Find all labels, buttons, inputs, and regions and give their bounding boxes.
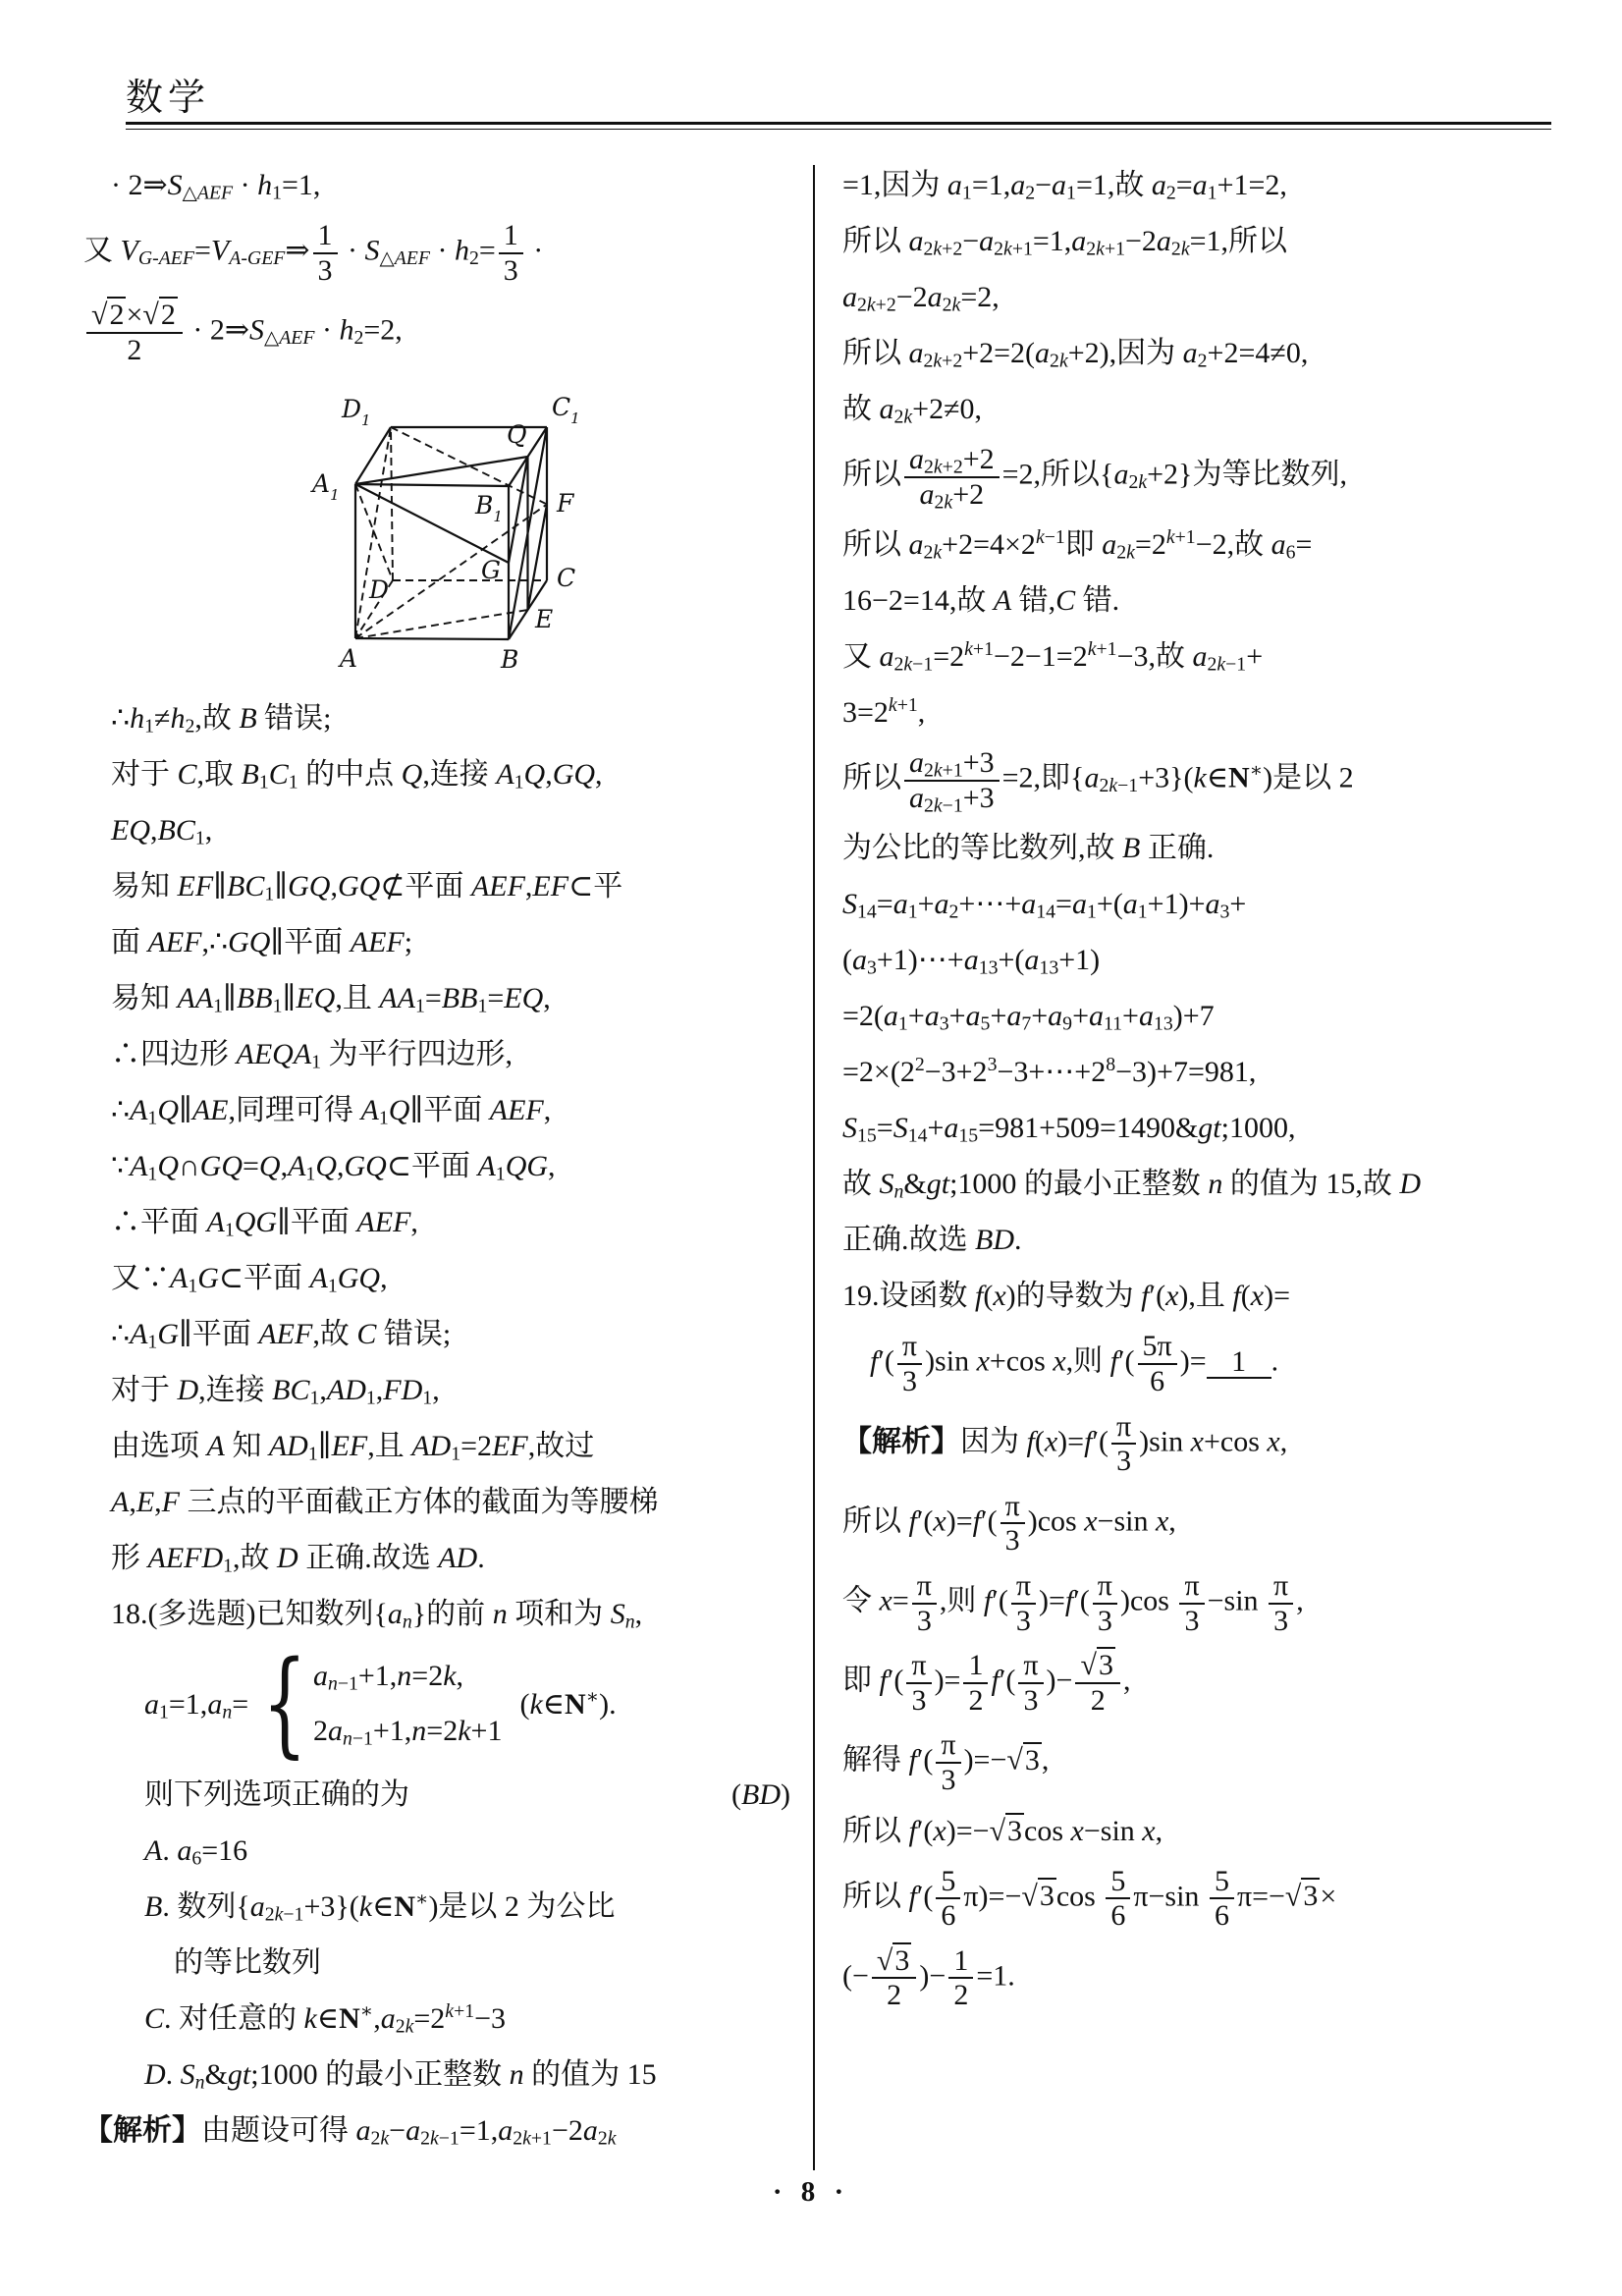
- text-line: 形 $AEFD_1$,故 D 正确.故选 AD.: [111, 1542, 485, 1577]
- text-line: 【解析】因为 f(x)=f′( $\frac{\pi}{3}$ )sin x+cos x,: [842, 1409, 1288, 1478]
- text-line: (− $\frac{√3}{2}$ )− $\frac{1}{2}$ =1.: [842, 1943, 1015, 2012]
- text-line: 解得 f′( $\frac{\pi}{3}$ )=−√3,: [842, 1728, 1050, 1796]
- text-line: 所以 f′(x)=f′( $\frac{\pi}{3}$ )cos x−sin x,: [842, 1489, 1176, 1558]
- text-line: 19.设函数 f(x)的导数为 f′(x),且 f(x)=: [842, 1280, 1290, 1313]
- text-line: 所以 $a_{2k+2}-a_{2k+1}=1,a_{2k+1}-2a_{2k}=1$,所以: [842, 225, 1288, 260]
- text-line: $3=2^{k+1}$,: [842, 694, 926, 730]
- text-line: 所以 f′(x)=−√3cos x−sin x,: [842, 1814, 1163, 1847]
- sequence-cases-formula: [144, 1637, 802, 1771]
- cases-pre: $a_1=1,a_n=$: [144, 1687, 249, 1723]
- left-column: [83, 157, 802, 2159]
- vertex-label-A1: $A_1$: [312, 469, 340, 505]
- text-line: D. $S_n\&gt;1000$ 的最小正整数 n 的值为 15: [144, 2057, 657, 2093]
- text-line: A,E,F 三点的平面截正方体的截面为等腰梯: [111, 1486, 659, 1519]
- text-line: f′( $\frac{\pi}{3}$ )sin x+cos x,则 f′( $\frac{5\pi}{6}$ )= 1 .: [870, 1330, 1279, 1397]
- text-line: B. 数列$\{a_{2k-1}+3\}(k\in N^∗)$是以 2 为公比: [144, 1887, 616, 1925]
- text-line: $\therefore h_1\ne h_2$,故 B 错误;: [111, 702, 332, 738]
- text-line: 所以 $\frac{a_{2k+2}+2}{a_{2k}+2}$ =2,所以$\{a_{2k}+2\}$为等比数列,: [842, 443, 1347, 513]
- text-line: 故 $S_n\&gt;1000$ 的最小正整数 n 的值为 15,故 D: [842, 1168, 1422, 1203]
- text-line: 对于 D,连接 $BC_1,AD_1,FD_1$,: [111, 1374, 440, 1409]
- text-line: C. 对任意的 $k\in N^∗,a_{2k}=2^{k+1}-3$: [144, 1999, 507, 2037]
- text-line: $a_{2k+2}-2a_{2k}=2$,: [842, 281, 1000, 316]
- text-line: 又 $V_{G-AEF}=V_{A-GEF}\Rightarrow$ $\frac{1}{3}$ · $S_{\triangle AEF} \cdot h_2=$ $\frac{1}{3}$ ·: [83, 219, 544, 287]
- text-line: =1,因为 $a_1=1,a_2-a_1=1$,故 $a_2=a_1+1=2$,: [842, 169, 1287, 204]
- text-line: 所以 $a_{2k}+2=4\times 2^{k-1}$即 $a_{2k}=2^{k+1}-2$,故 $a_6=$: [842, 526, 1313, 564]
- text-line: $\frac{√2\times√2}{2}$ · $2\Rightarrow S_{\triangle AEF} \cdot h_2=2$,: [83, 293, 802, 372]
- text-line: $S_{14}=a_1+a_2+\cdots+a_{14}=a_1+(a_1+1)+a_3+$: [842, 888, 1247, 923]
- page-title: 数学: [126, 78, 211, 119]
- text-line: 所以 f′( $\frac{5}{6}$ π)=−√3cos $\frac{5}{6}$ π−sin $\frac{5}{6}$ π=−√3×: [842, 1864, 1337, 1933]
- cases-rows: $a_{n-1}+1,n=2k$, $2a_{n-1}+1,n=2k+1$: [312, 1660, 503, 1750]
- vertex-label-F: F: [557, 489, 574, 519]
- text-line: 18.(多选题)已知数列$\{a_n\}$的前 n 项和为 $S_n$,: [111, 1598, 643, 1633]
- vertex-label-B1: $B_1$: [475, 491, 503, 526]
- text-line: 【解析】由题设可得 $a_{2k}-a_{2k-1}=1,a_{2k+1}-2a_{2k}$: [83, 2113, 617, 2149]
- vertex-label-A: A: [340, 644, 358, 674]
- page-number: · 8 ·: [772, 2176, 850, 2208]
- text-line: · $2\Rightarrow S_{\triangle AEF} \cdot h_1=1$,: [111, 169, 321, 204]
- vertex-label-C: C: [557, 564, 576, 593]
- text-line: 故 $a_{2k}+2\ne 0$,: [842, 393, 983, 428]
- text-line: $EQ,BC_1$,: [111, 814, 213, 849]
- vertex-label-E: E: [535, 605, 554, 634]
- vertex-label-D: D: [369, 575, 390, 605]
- text-line: $=2\times(2^2-3+2^3-3+\cdots+2^8-3)+7=981$,: [842, 1054, 1257, 1089]
- vertex-label-C1: $C_1$: [552, 393, 580, 428]
- text-line: $\therefore A_1G\parallel$平面 AEF,故 C 错误;: [111, 1318, 452, 1353]
- column-divider: [813, 165, 815, 2170]
- text-line: $S_{15}=S_{14}+a_{15}=981+509=1490\&gt;1000$,: [842, 1112, 1296, 1147]
- text-line: 又$\because A_1G\subset$平面 $A_1GQ$,: [111, 1262, 388, 1297]
- right-column-lines: [842, 157, 1555, 2018]
- cube-solid-edges: [355, 427, 547, 639]
- text-line: 又 $a_{2k-1}=2^{k+1}-2-1=2^{k+1}-3$,故 $a_{2k-1}+$: [842, 638, 1264, 676]
- text-line: 16−2=14,故 A 错,C 错.: [842, 584, 1120, 618]
- options-prompt-line: [144, 1767, 802, 1823]
- text-line: $\because A_1Q\cap GQ=Q,A_1Q,GQ\subset$平面 $A_1QG$,: [111, 1150, 556, 1185]
- text-line: A. $a_6=16$: [144, 1833, 248, 1869]
- text-line: 对于 C,取 $B_1C_1$ 的中点 Q,连接 $A_1Q,GQ$,: [111, 758, 603, 793]
- vertex-label-Q: Q: [507, 420, 527, 450]
- text-line: 的等比数列: [174, 1945, 321, 1979]
- text-line: 所以 $\frac{a_{2k+1}+3}{a_{2k-1}+3}$ =2,即$\{a_{2k-1}+3\}(k\in N^∗)$是以 2: [842, 746, 1354, 817]
- header-rule: [126, 122, 1551, 130]
- text-line: 面 AEF,∴GQ∥平面 AEF;: [111, 926, 413, 959]
- text-line: 易知 $EF\parallel BC_1\parallel GQ,GQ⊄$平面 AEF,EF⊂平: [111, 870, 623, 905]
- text-line: $=2(a_1+a_3+a_5+a_7+a_9+a_{11}+a_{13})+7$: [842, 1000, 1215, 1035]
- text-line: 由选项 A 知 $AD_1\parallel EF$,且 $AD_1=2EF$,故过: [111, 1430, 595, 1465]
- text-line: 易知 $AA_1\parallel BB_1\parallel EQ$,且 $AA_1=BB_1=EQ$,: [111, 982, 551, 1017]
- vertex-label-D1: $D_1$: [342, 395, 371, 430]
- cube-figure: [285, 382, 609, 677]
- text-line: 即 f′( $\frac{\pi}{3}$ )= $\frac{1}{2}$ f′( $\frac{\pi}{3}$ )− $\frac{√3}{2}$ ,: [842, 1649, 1131, 1717]
- text-line: 令 x= $\frac{\pi}{3}$ ,则 f′( $\frac{\pi}{3}$ )=f′( $\frac{\pi}{3}$ )cos $\frac{\pi}{3}$ −sin $\frac{\pi}{3}$ ,: [842, 1568, 1304, 1637]
- answer-badge: (BD): [731, 1777, 790, 1811]
- text-line: ∴四边形 $AEQA_1$ 为平行四边形,: [111, 1038, 514, 1073]
- text-line: 正确.故选 BD.: [842, 1224, 1022, 1257]
- text-line: ∴平面 $A_1QG\parallel$平面 AEF,: [111, 1206, 418, 1241]
- prompt-text: 则下列选项正确的为: [144, 1777, 409, 1811]
- vertex-label-B: B: [501, 645, 519, 675]
- cases-post: (k∈N∗).: [519, 1686, 617, 1721]
- cases-brace: {: [262, 1637, 307, 1771]
- left-column-top-lines: [83, 157, 802, 372]
- text-line: 所以 $a_{2k+2}+2=2(a_{2k}+2)$,因为 $a_2+2=4\ne 0$,: [842, 337, 1309, 372]
- text-line: $\therefore A_1Q\parallel AE$,同理可得 $A_1Q\parallel$平面 AEF,: [111, 1094, 552, 1129]
- left-column-lines: [83, 690, 802, 2158]
- text-line: $(a_3+1)\cdots+a_{13}+(a_{13}+1)$: [842, 944, 1101, 979]
- right-column: [842, 157, 1555, 2018]
- text-line: 为公比的等比数列,故 B 正确.: [842, 832, 1215, 865]
- vertex-label-G: G: [481, 556, 501, 585]
